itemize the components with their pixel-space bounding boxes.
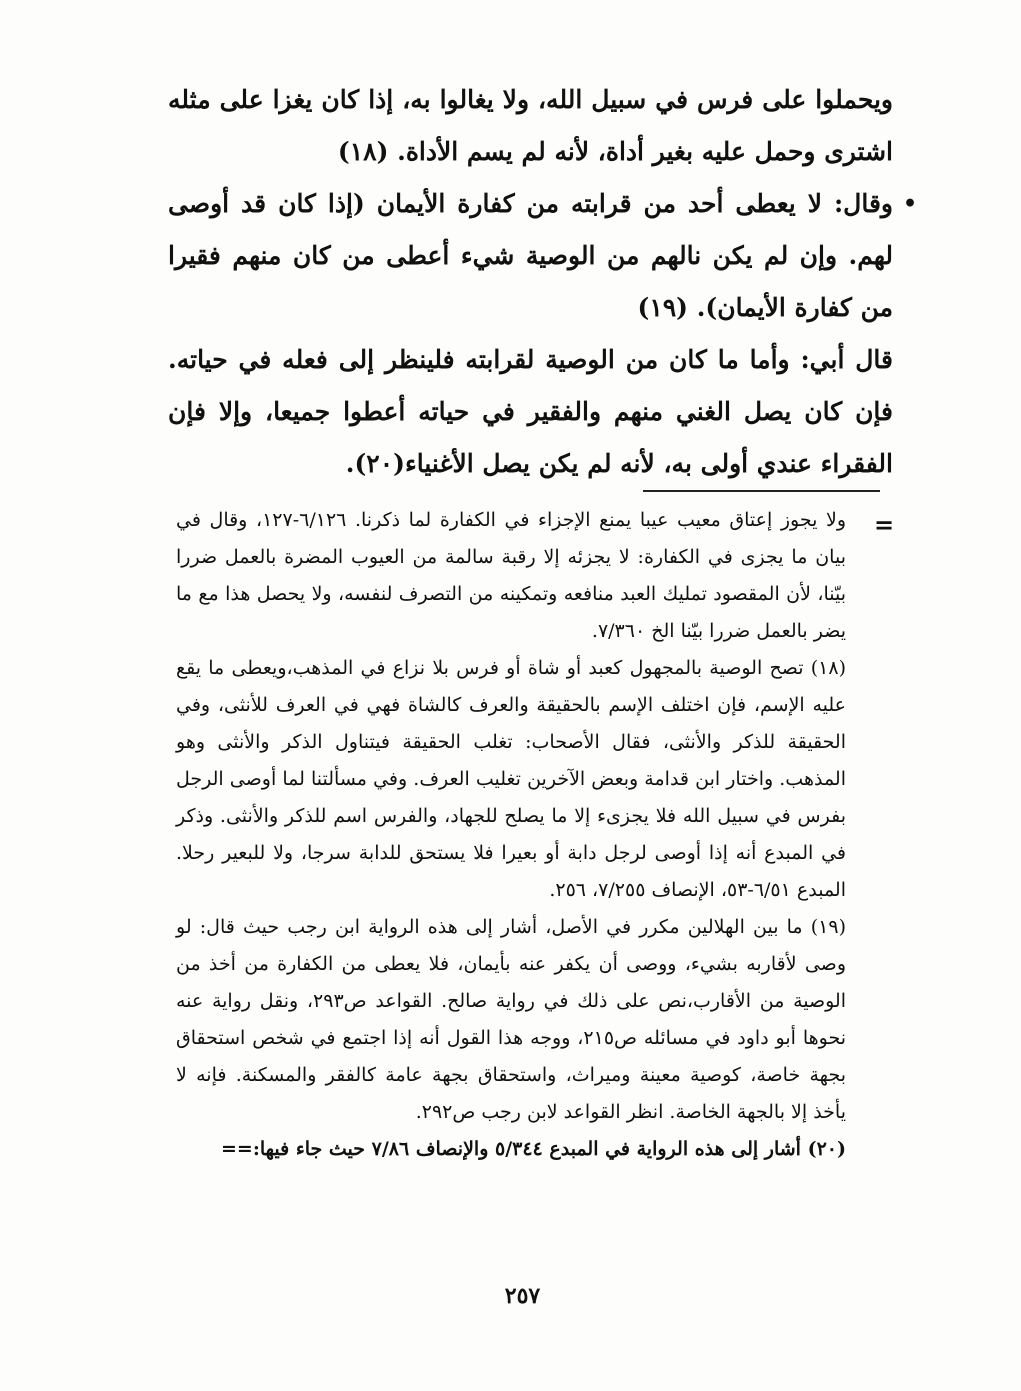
footnote-continued: ولا يجوز إعتاق معيب عيبا يمنع الإجزاء في الكفارة لما ذكرنا. ٦/١٢٦-١٢٧، وقال في بيان ما يجزى في الكفارة: لا يجزئه إلا رقبة سالمة من العيوب المضرة بالعمل ضررا بيّنا، لأن المقصود تمليك العبد منافعه وتمكينه من التصرف لنفسه، ولا يحصل هذا مع ما يضر بالعمل ضررا بيّنا الخ ٧/٣٦٠.: [176, 509, 846, 642]
footnote-separator: [643, 490, 880, 492]
footnote-20: (٢٠) أشار إلى هذه الرواية في المبدع ٥/٣٤٤ والإنصاف ٧/٨٦ حيث جاء فيها:==: [220, 1138, 846, 1160]
main-paragraph-1: ويحملوا على فرس في سبيل الله، ولا يغالوا به، إذا كان يغزا على مثله اشترى وحمل عليه بغير أداة، لأنه لم يسم الأداة. (١٨): [168, 85, 893, 166]
main-paragraph-2-text: وقال: لا يعطى أحد من قرابته من كفارة الأيمان (إذا كان قد أوصى لهم. وإن لم يكن نالهم من الوصية شيء أعطى من كان منهم فقيرا من كفارة الأيمان). (١٩): [168, 189, 893, 322]
main-text: [168, 74, 917, 490]
page-number: ٢٥٧: [504, 1283, 541, 1309]
main-paragraph-2: [168, 178, 917, 334]
footnote-continuation-mark: =: [874, 510, 895, 539]
footnote-18: (١٨) تصح الوصية بالمجهول كعبد أو شاة أو فرس بلا نزاع في المذهب،ويعطى ما يقع عليه الإسم، فإن اختلف الإسم بالحقيقة والعرف كالشاة فهي في العرف للأنثى، وفي الحقيقة للذكر والأنثى، فقال الأصحاب: تغلب الحقيقة فيتناول الذكر والأنثى وهو المذهب. واختار ابن قدامة وبعض الآخرين تغليب العرف. وفي مسألتنا لما أوصى الرجل بفرس في سبيل الله فلا يجزىء إلا ما يصلح للجهاد، والفرس اسم للذكر والأنثى. وذكر في المبدع أنه إذا أوصى لرجل دابة أو بعيرا فلا يستحق للدابة سرجا، ولا للبعير رحلا. المبدع ٦/٥١-٥٣، الإنصاف ٧/٢٥٥، ٢٥٦.: [176, 657, 846, 901]
main-paragraph-3: قال أبي: وأما ما كان من الوصية لقرابته فلينظر إلى فعله في حياته. فإن كان يصل الغني منهم والفقير في حياته أعطوا جميعا، وإلا فإن الفقراء عندي أولى به، لأنه لم يكن يصل الأغنياء(٢٠).: [168, 345, 893, 478]
footnotes: [176, 502, 846, 1168]
bullet-icon: •: [902, 191, 917, 217]
footnote-19: (١٩) ما بين الهلالين مكرر في الأصل، أشار إلى هذه الرواية ابن رجب حيث قال: لو وصى لأقاربه بشيء، ووصى أن يكفر عنه بأيمان، فلا يعطى من الكفارة من أخذ من الوصية من الأقارب،نص على ذلك في رواية صالح. القواعد ص٢٩٣، ونقل رواية عنه نحوها أبو داود في مسائله ص٢١٥، ووجه هذا القول أنه إذا اجتمع في شخص استحقاق بجهة خاصة، كوصية معينة وميراث، واستحقاق بجهة عامة كالفقر والمسكنة. فإنه لا يأخذ إلا بالجهة الخاصة. انظر القواعد لابن رجب ص٢٩٢.: [176, 916, 847, 1123]
